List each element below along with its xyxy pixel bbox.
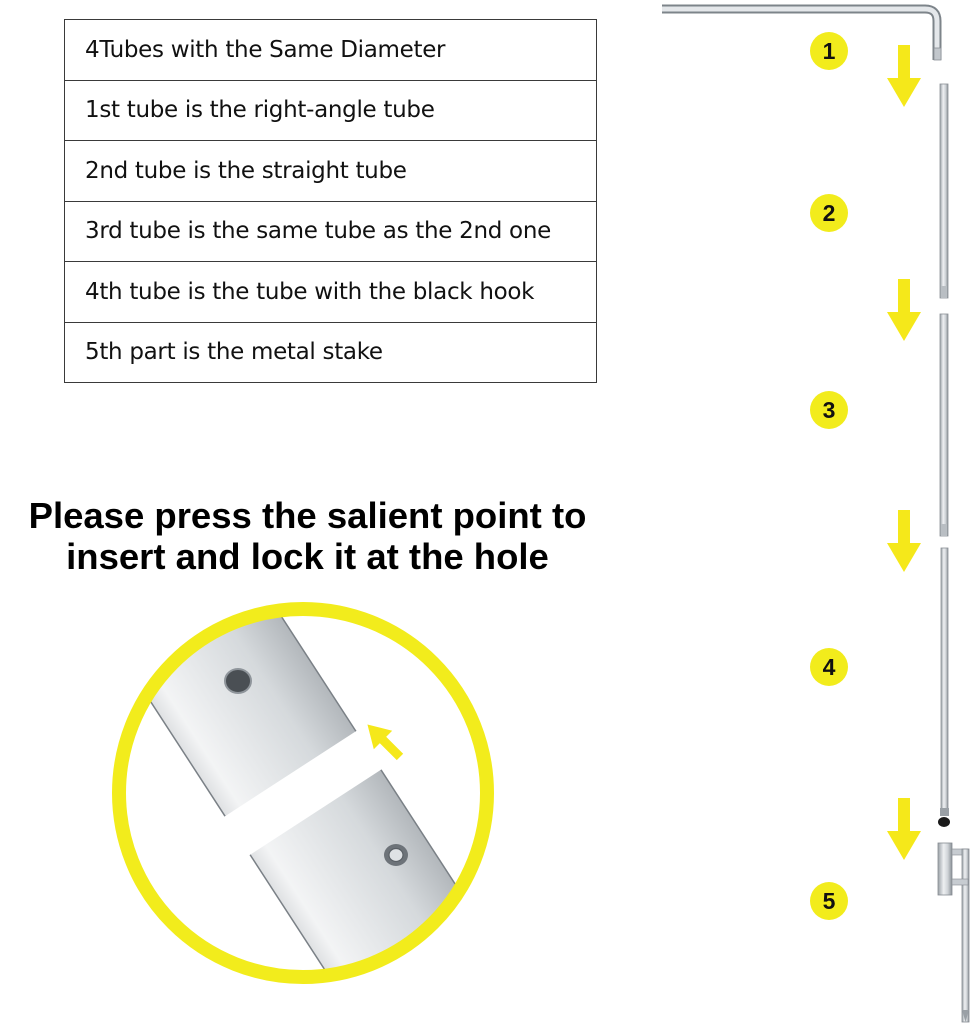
- black-hook-icon: [938, 817, 950, 827]
- metal-stake: [938, 843, 969, 1022]
- down-arrow-icon: [887, 279, 921, 341]
- table-cell: 5th part is the metal stake: [65, 322, 597, 383]
- step-number: 2: [822, 200, 836, 226]
- table-cell: 4th tube is the tube with the black hook: [65, 262, 597, 323]
- tube-3-straight: [940, 314, 948, 536]
- instruction-line-2: insert and lock it at the hole: [66, 536, 549, 577]
- step-number: 3: [822, 397, 836, 423]
- table-cell: 2nd tube is the straight tube: [65, 141, 597, 202]
- lock-hole-icon: [225, 669, 251, 693]
- step-number: 1: [822, 38, 836, 64]
- step-badge-1: [810, 32, 848, 70]
- down-arrow-icon: [887, 798, 921, 860]
- step-number: 4: [822, 654, 836, 680]
- closeup-detail: [96, 532, 512, 1024]
- down-arrow-icon: [887, 510, 921, 572]
- tube-2-straight: [940, 84, 948, 298]
- step-number: 5: [822, 888, 836, 914]
- instruction-line-1: Please press the salient point to: [28, 495, 587, 536]
- tube-4-black-hook: [938, 548, 950, 827]
- step-badge-5: [810, 882, 848, 920]
- table-cell: 4Tubes with the Same Diameter: [65, 20, 597, 81]
- down-arrow-icon: [887, 45, 921, 107]
- salient-point-icon: [384, 844, 408, 866]
- table-cell: 3rd tube is the same tube as the 2nd one: [65, 201, 597, 262]
- step-badge-4: [810, 648, 848, 686]
- step-badge-2: [810, 194, 848, 232]
- step-badge-3: [810, 391, 848, 429]
- table-cell: 1st tube is the right-angle tube: [65, 80, 597, 141]
